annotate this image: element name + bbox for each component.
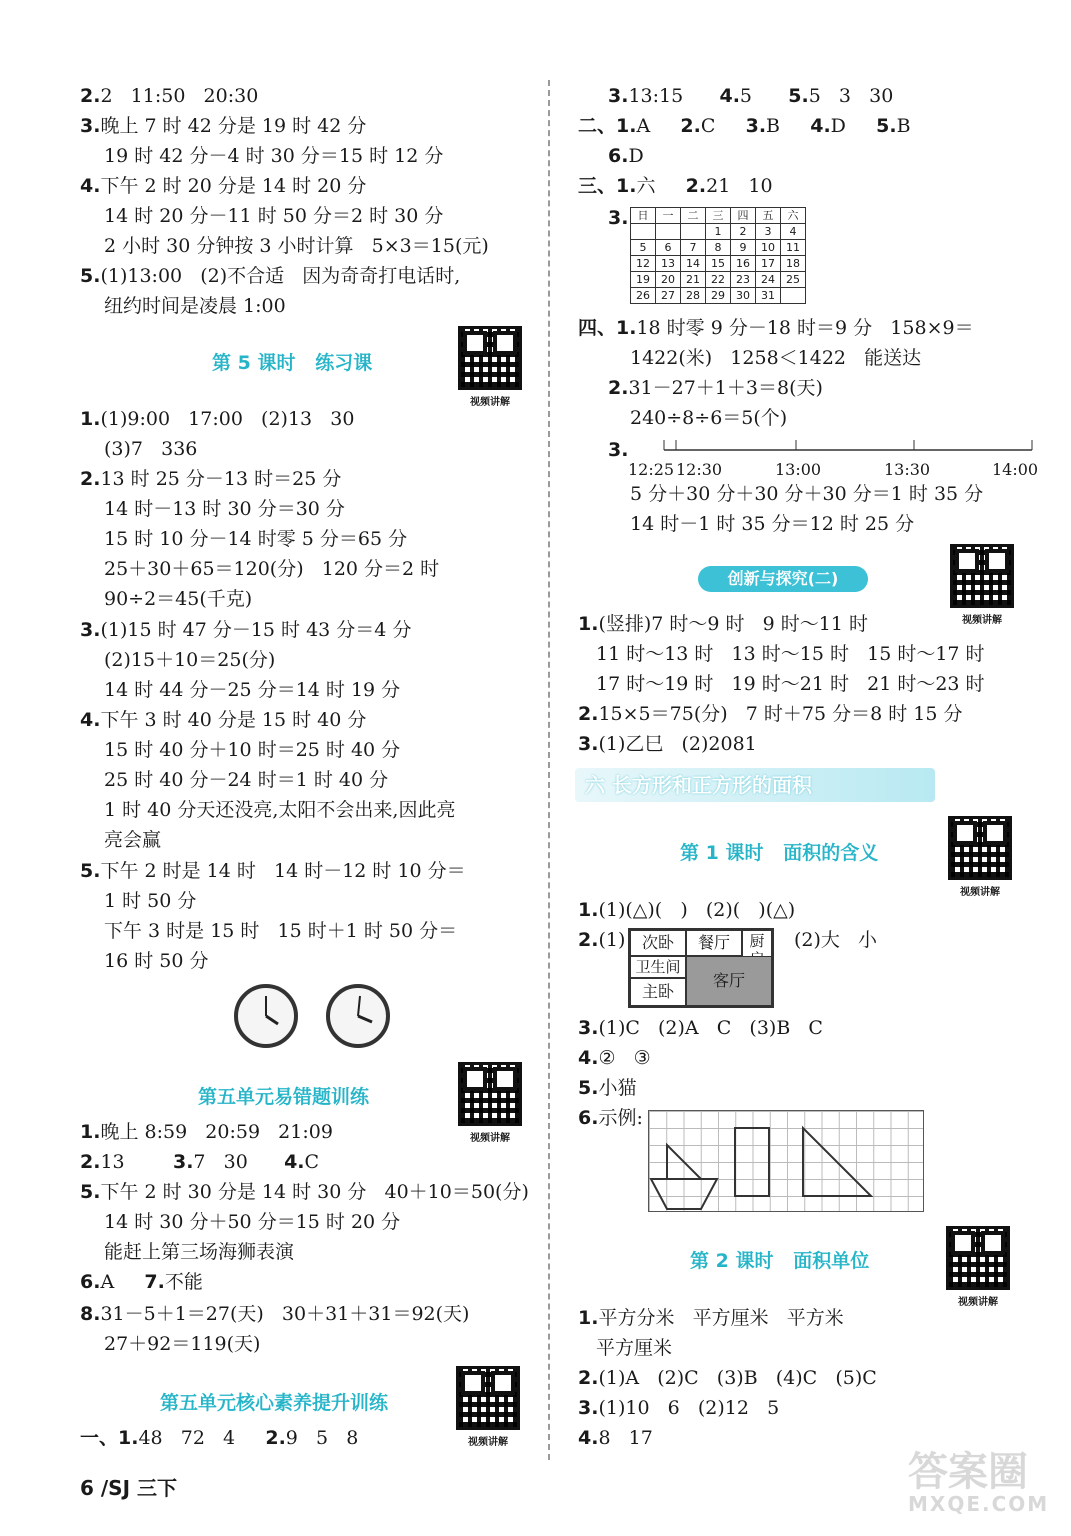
calendar-week-row: [631, 272, 806, 288]
right-two: 二、1.A 2.C 3.B 4.D 5.B: [578, 115, 911, 137]
calendar-cell: 5: [631, 240, 656, 256]
qr-caption: 视频讲解: [962, 615, 1002, 626]
qr-caption: 视频讲解: [958, 1297, 998, 1308]
calendar-cell: 27: [656, 288, 681, 304]
l1-q4: 4.② ③: [578, 1047, 651, 1069]
timeline: [640, 436, 1040, 458]
s5-q2-line3: 15 时 10 分－14 时零 5 分＝65 分: [104, 528, 408, 550]
right-three: 三、1.六 2.21 10: [578, 175, 773, 197]
room-bathroom: 卫生间: [630, 956, 686, 978]
qr-code[interactable]: [948, 816, 1018, 898]
triangle-large-shape: [803, 1128, 871, 1196]
left-q4-line2: 14 时 20 分－11 时 50 分＝2 时 30 分: [104, 205, 444, 227]
calendar-cell: 2: [731, 224, 756, 240]
qr-caption: 视频讲解: [468, 1437, 508, 1448]
right-four-q2: 2.31－27＋1＋3＝8(天): [608, 377, 823, 399]
s5-q2-line2: 14 时－13 时 30 分＝30 分: [104, 498, 345, 520]
l1-q3: 3.(1)C (2)A C (3)B C: [578, 1017, 823, 1039]
right-four-line2: 1422(米) 1258＜1422 能送达: [630, 347, 922, 369]
room-living: 客厅: [686, 956, 772, 1006]
rectangle-shape: [735, 1128, 769, 1196]
calendar-cell: 30: [731, 288, 756, 304]
err-q5: 5.下午 2 时 30 分是 14 时 30 分 40＋10＝50(分): [80, 1181, 529, 1203]
qr-code[interactable]: [458, 1062, 528, 1144]
area-grid: [648, 1110, 924, 1212]
room-dining: 餐厅: [686, 930, 742, 956]
calendar-week-row: [631, 288, 806, 304]
s5-q4: 4.下午 3 时 40 分是 15 时 40 分: [80, 709, 367, 731]
l2-q2: 2.(1)A (2)C (3)B (4)C (5)C: [578, 1367, 877, 1389]
l2-q4: 4.8 17: [578, 1427, 653, 1449]
watermark: [908, 1449, 1050, 1516]
qr-code[interactable]: [950, 544, 1020, 626]
calendar-cell: 19: [631, 272, 656, 288]
s5-q5: 5.下午 2 时是 14 时 14 时－12 时 10 分＝: [80, 860, 466, 882]
l1-q2: 2.(1): [578, 929, 626, 951]
qr-icon: [948, 816, 1012, 880]
watermark-url: MXQE.COM: [908, 1492, 1050, 1516]
grid-shapes: [649, 1111, 925, 1213]
right-four: 四、1.18 时零 9 分－18 时＝9 分 158×9＝: [578, 317, 974, 339]
s5-q5-line4: 16 时 50 分: [104, 950, 209, 972]
timeline-label-4: 13:30: [884, 460, 931, 479]
left-q5-line2: 纽约时间是凌晨 1:00: [104, 295, 286, 317]
qr-code[interactable]: [458, 326, 528, 408]
calendar-cell: 3: [756, 224, 781, 240]
calendar-week-row: [631, 224, 806, 240]
s5-q4-line5: 亮会赢: [104, 829, 162, 851]
l1-q6: 6.示例:: [578, 1107, 643, 1129]
section-title-errors: 第五单元易错题训练: [198, 1086, 370, 1108]
room-master: 主卧: [630, 978, 686, 1006]
calendar-cell: [781, 288, 806, 304]
qr-caption: 视频讲解: [470, 397, 510, 408]
s5-q4-line2: 15 时 40 分＋10 时＝25 时 40 分: [104, 739, 401, 761]
left-q3-line2: 19 时 42 分－4 时 30 分＝15 时 12 分: [104, 145, 444, 167]
watermark-logo: 答案圈: [908, 1449, 1028, 1495]
calendar-cell: 11: [781, 240, 806, 256]
calendar-header-row: [631, 208, 806, 224]
calendar-cell: 9: [731, 240, 756, 256]
calendar-cell: [656, 224, 681, 240]
section-title-lesson2: 第 2 课时 面积单位: [690, 1250, 870, 1272]
right-two-q6: 6.D: [608, 145, 644, 167]
qr-code[interactable]: [456, 1366, 526, 1448]
right-four-q3-line1: 5 分＋30 分＋30 分＋30 分＝1 时 35 分: [630, 483, 984, 505]
calendar-cell: 16: [731, 256, 756, 272]
calendar-cell: 10: [756, 240, 781, 256]
clock-face-icon: [330, 988, 386, 1044]
timeline-label-5: 14:00: [992, 460, 1039, 479]
err-q5-line2: 14 时 30 分＋50 分＝15 时 20 分: [104, 1211, 401, 1233]
calendar-cell: 二: [681, 208, 706, 224]
s5-q1: 1.(1)9:00 17:00 (2)13 30: [80, 408, 355, 430]
clock-icon: [234, 984, 298, 1048]
l1-q1: 1.(1)(△)( ) (2)( )(△): [578, 899, 796, 921]
calendar-cell: 4: [781, 224, 806, 240]
timeline-label-3: 13:00: [775, 460, 822, 479]
err-q8-line2: 27＋92＝119(天): [104, 1333, 261, 1355]
calendar-cell: 28: [681, 288, 706, 304]
calendar-cell: 14: [681, 256, 706, 272]
l2-q1: 1.平方分米 平方厘米 平方米: [578, 1307, 844, 1329]
calendar-cell: 四: [731, 208, 756, 224]
calendar-cell: 六: [781, 208, 806, 224]
calendar-cell: 1: [706, 224, 731, 240]
left-q5: 5.(1)13:00 (2)不合适 因为奇奇打电话时,: [80, 265, 461, 287]
calendar-cell: 12: [631, 256, 656, 272]
clock-face-icon: [238, 988, 294, 1044]
calendar-week-row: [631, 240, 806, 256]
right-three-q3: 3.: [608, 207, 629, 229]
s5-q5-line2: 1 时 50 分: [104, 890, 197, 912]
l1-q2-part2: (2)大 小: [794, 929, 878, 951]
s5-q5-line3: 下午 3 时是 15 时 15 时＋1 时 50 分＝: [104, 920, 458, 942]
s5-q2: 2.13 时 25 分－13 时＝25 分: [80, 468, 342, 490]
timeline-label-1: 12:25: [628, 460, 675, 479]
calendar-cell: [631, 224, 656, 240]
s5-q2-line4: 25＋30＋65＝120(分) 120 分＝2 时: [104, 558, 440, 580]
left-q2: 2.2 11:50 20:30: [80, 85, 259, 107]
calendar-cell: 20: [656, 272, 681, 288]
calendar-cell: 6: [656, 240, 681, 256]
calendar-week-row: [631, 256, 806, 272]
calendar: [630, 207, 806, 304]
room-kitchen: 厨: [742, 930, 772, 970]
calendar-cell: 三: [706, 208, 731, 224]
calendar-cell: 29: [706, 288, 731, 304]
err-q6-q7: 6.A 7.不能: [80, 1271, 203, 1293]
calendar-cell: 31: [756, 288, 781, 304]
qr-code[interactable]: [946, 1226, 1016, 1308]
err-q5-line3: 能赶上第三场海狮表演: [104, 1241, 295, 1263]
s5-q3: 3.(1)15 时 47 分－15 时 43 分＝4 分: [80, 619, 412, 641]
calendar-cell: 23: [731, 272, 756, 288]
s5-q3-line3: 14 时 44 分－25 分＝14 时 19 分: [104, 679, 401, 701]
right-four-q2-line2: 240÷8÷6＝5(个): [630, 407, 788, 429]
err-q1: 1.晚上 8:59 20:59 21:09: [80, 1121, 333, 1143]
s5-q2-line5: 90÷2＝45(千克): [104, 588, 253, 610]
clock-icon: [326, 984, 390, 1048]
section-title-lesson1: 第 1 课时 面积的含义: [680, 842, 879, 864]
qr-icon: [456, 1366, 520, 1430]
explore-q1: 1.(竖排)7 时～9 时 9 时～11 时: [578, 613, 868, 635]
qr-icon: [946, 1226, 1010, 1290]
calendar-table: [630, 207, 806, 304]
calendar-cell: 25: [781, 272, 806, 288]
calendar-cell: 五: [756, 208, 781, 224]
right-four-q3: 3.: [608, 439, 629, 461]
room-bedroom2: 次卧: [630, 930, 686, 956]
right-r1: 3.13:15 4.5 5.5 3 30: [608, 85, 894, 107]
calendar-cell: 15: [706, 256, 731, 272]
triangle-small-shape: [667, 1145, 701, 1179]
explore-q3: 3.(1)乙巳 (2)2081: [578, 733, 757, 755]
l2-q3: 3.(1)10 6 (2)12 5: [578, 1397, 780, 1419]
explore-q1-line3: 17 时～19 时 19 时～21 时 21 时～23 时: [596, 673, 985, 695]
calendar-cell: 13: [656, 256, 681, 272]
s5-q1-line2: (3)7 336: [104, 438, 198, 460]
err-q8: 8.31－5＋1＝27(天) 30＋31＋31＝92(天): [80, 1303, 470, 1325]
calendar-cell: 日: [631, 208, 656, 224]
floor-plan: [628, 928, 774, 1008]
calendar-cell: 8: [706, 240, 731, 256]
page-footer: 6 /SJ 三下: [80, 1476, 177, 1500]
calendar-cell: 一: [656, 208, 681, 224]
section-title-core: 第五单元核心素养提升训练: [160, 1392, 389, 1414]
timeline-label-2: 12:30: [676, 460, 723, 479]
calendar-cell: [681, 224, 706, 240]
err-q2-q4: 2.13 3.7 30 4.C: [80, 1151, 320, 1173]
calendar-cell: 18: [781, 256, 806, 272]
s5-q3-line2: (2)15＋10＝25(分): [104, 649, 276, 671]
qr-caption: 视频讲解: [960, 887, 1000, 898]
calendar-cell: 24: [756, 272, 781, 288]
calendar-cell: 22: [706, 272, 731, 288]
trapezoid-shape: [651, 1179, 717, 1209]
calendar-cell: 26: [631, 288, 656, 304]
column-divider: [548, 80, 550, 1460]
calendar-cell: 17: [756, 256, 781, 272]
qr-icon: [950, 544, 1014, 608]
calendar-cell: 21: [681, 272, 706, 288]
qr-icon: [458, 326, 522, 390]
left-q3: 3.晚上 7 时 42 分是 19 时 42 分: [80, 115, 367, 137]
explore-q1-line2: 11 时～13 时 13 时～15 时 15 时～17 时: [596, 643, 985, 665]
l1-q5: 5.小猫: [578, 1077, 637, 1099]
calendar-cell: 7: [681, 240, 706, 256]
left-q4-line3: 2 小时 30 分钟按 3 小时计算 5×3＝15(元): [104, 235, 489, 257]
right-four-q3-line2: 14 时－1 时 35 分＝12 时 25 分: [630, 513, 915, 535]
explore-q2: 2.15×5＝75(分) 7 时＋75 分＝8 时 15 分: [578, 703, 963, 725]
core-row1: 一、1.48 72 4 2.9 5 8: [80, 1427, 359, 1449]
qr-icon: [458, 1062, 522, 1126]
s5-q4-line4: 1 时 40 分天还没亮,太阳不会出来,因此亮: [104, 799, 456, 821]
l2-q1-line2: 平方厘米: [596, 1337, 673, 1359]
section-title-explore: 创新与探究(二): [698, 566, 868, 592]
unit-banner: 六 长方形和正方形的面积: [575, 768, 935, 802]
section-title-lesson5: 第 5 课时 练习课: [212, 352, 373, 374]
s5-q4-line3: 25 时 40 分－24 时＝1 时 40 分: [104, 769, 389, 791]
left-q4: 4.下午 2 时 20 分是 14 时 20 分: [80, 175, 367, 197]
qr-caption: 视频讲解: [470, 1133, 510, 1144]
